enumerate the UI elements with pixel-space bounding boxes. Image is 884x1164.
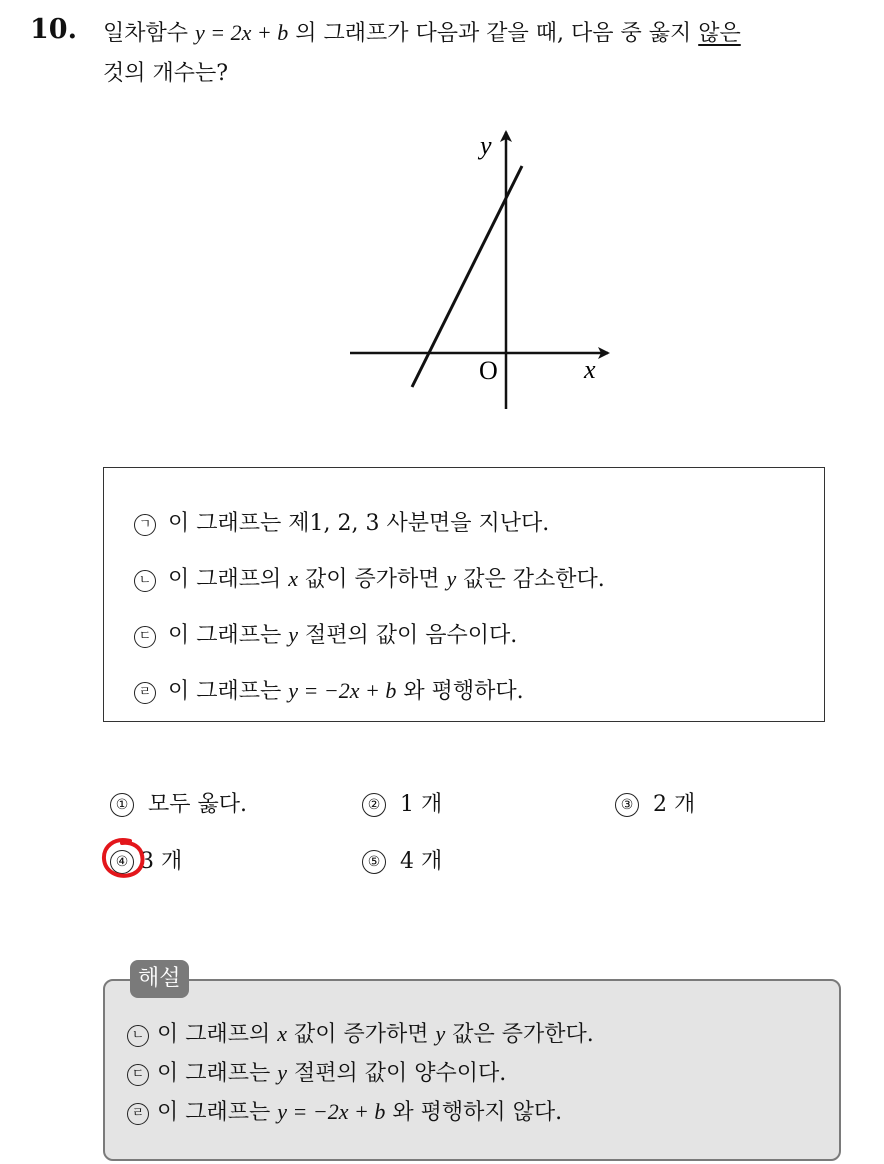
statement-math: x <box>288 566 299 591</box>
statement-mark: ㄴ <box>134 570 156 592</box>
choice-number: ③ <box>615 793 639 817</box>
function-graph <box>340 122 620 414</box>
choice-1[interactable] <box>110 787 247 818</box>
solution-mark: ㄴ <box>127 1025 149 1047</box>
statement-item <box>134 674 524 705</box>
solution-text: 절편의 값이 양수이다. <box>287 1061 507 1086</box>
choice-number: ⑤ <box>362 850 386 874</box>
solution-text: 이 그래프는 <box>157 1061 278 1086</box>
choice-text: 1 개 <box>400 792 443 817</box>
solution-text: 값이 증가하면 <box>287 1022 436 1047</box>
statement-mark: ㄹ <box>134 682 156 704</box>
choice-3[interactable] <box>615 787 695 818</box>
solution-line <box>127 1017 594 1048</box>
question-number: 10. <box>30 14 77 45</box>
solution-mark: ㄹ <box>127 1103 149 1125</box>
solution-text: 와 평행하지 않다. <box>385 1100 563 1125</box>
statement-math: y = −2x + b <box>288 678 397 703</box>
statements-box <box>103 467 825 722</box>
choice-text: 모두 옳다. <box>148 792 247 817</box>
statement-text: 이 그래프는 제1, 2, 3 사분면을 지난다. <box>168 511 550 536</box>
statement-mark: ㄱ <box>134 514 156 536</box>
choice-5[interactable] <box>362 844 442 875</box>
solution-math: x <box>277 1021 288 1046</box>
x-axis-label: x <box>584 355 596 384</box>
selected-answer-circle-mark <box>100 837 148 881</box>
choice-number: ① <box>110 793 134 817</box>
question-text-line1 <box>103 16 741 47</box>
solution-tag: 해설 <box>130 960 189 998</box>
statement-text: 값이 증가하면 <box>298 567 447 592</box>
statement-text: 절편의 값이 음수이다. <box>298 623 518 648</box>
statement-item <box>134 618 517 649</box>
choice-number: ④ <box>110 850 134 874</box>
solution-line <box>127 1056 506 1087</box>
statement-text: 이 그래프는 <box>168 623 289 648</box>
question-text-line2: 것의 개수는? <box>103 61 229 86</box>
statement-text: 값은 감소한다. <box>456 567 605 592</box>
solution-text: 값은 증가한다. <box>445 1022 594 1047</box>
solution-line <box>127 1095 562 1126</box>
choice-text: 4 개 <box>400 849 443 874</box>
question-underlined-word: 않은 <box>698 21 741 46</box>
statement-item <box>134 506 549 537</box>
choice-number: ② <box>362 793 386 817</box>
statement-math: y <box>288 622 299 647</box>
solution-math: y = −2x + b <box>277 1099 386 1124</box>
solution-text: 이 그래프의 <box>157 1022 278 1047</box>
statement-text: 이 그래프는 <box>168 679 289 704</box>
statement-mark: ㄷ <box>134 626 156 648</box>
question-text-pre: 일차함수 <box>103 21 196 46</box>
choice-2[interactable] <box>362 787 442 818</box>
statement-item <box>134 562 605 593</box>
solution-text: 이 그래프는 <box>157 1100 278 1125</box>
question-text-mid: 의 그래프가 다음과 같을 때, 다음 중 옳지 <box>288 21 699 46</box>
y-axis-label: y <box>480 131 492 160</box>
statement-math: y <box>446 566 457 591</box>
choice-text: 2 개 <box>653 792 696 817</box>
solution-box <box>103 979 841 1161</box>
solution-math: y <box>435 1021 446 1046</box>
solution-math: y <box>277 1060 288 1085</box>
statement-text: 와 평행하다. <box>396 679 524 704</box>
question-equation: y = 2x + b <box>195 20 289 45</box>
origin-label: O <box>479 356 498 385</box>
statement-text: 이 그래프의 <box>168 567 289 592</box>
choice-text: 3 개 <box>140 849 183 874</box>
solution-mark: ㄷ <box>127 1064 149 1086</box>
